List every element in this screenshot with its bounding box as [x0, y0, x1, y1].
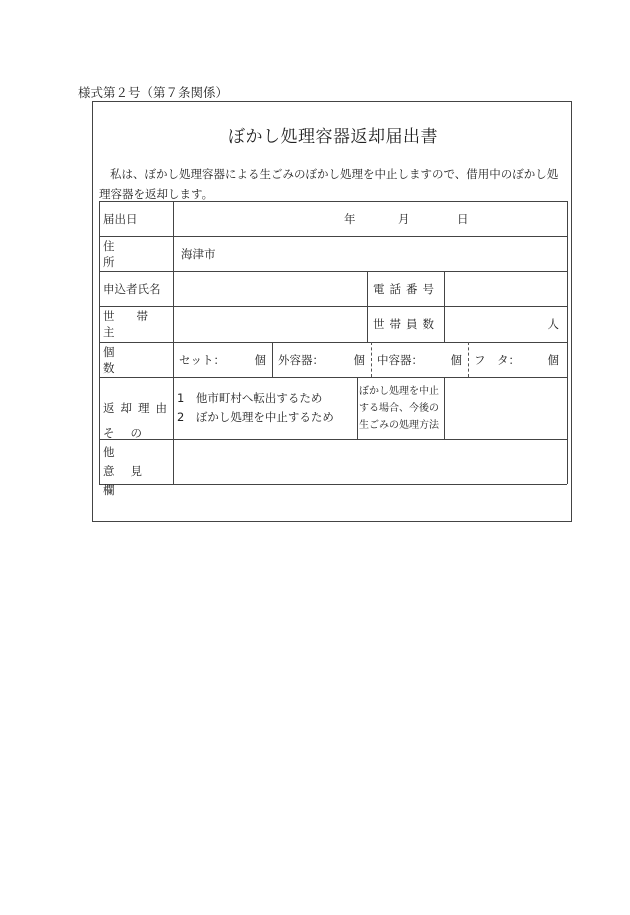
address-value: 海津市 [181, 246, 216, 261]
middle-label: 中容器： [377, 352, 423, 367]
outer-count-field[interactable] [272, 342, 371, 377]
outer-unit: 個 [353, 352, 365, 367]
other-label-line2: 意見欄 [103, 463, 158, 497]
year-unit: 年 [344, 211, 356, 226]
intro-text: 私は、ぼかし処理容器による生ごみのぼかし処理を中止しますので、借用中のぼかし処理容器を返却します。 [99, 167, 559, 201]
head-label [99, 306, 173, 342]
reason-label-text: 返却理由 [103, 401, 173, 415]
disposal-method-label [357, 377, 444, 439]
applicant-name-field[interactable] [173, 271, 367, 306]
form-table [99, 201, 567, 497]
form-title: ぼかし処理容器返却届出書 [228, 127, 438, 147]
date-label-text: 届出日 [103, 211, 138, 226]
lid-label: フ タ： [474, 352, 520, 367]
form-frame [92, 101, 572, 522]
month-unit: 月 [398, 211, 410, 226]
phone-field[interactable] [444, 271, 567, 306]
address-label [99, 236, 173, 271]
head-label-text: 世帯主 [103, 309, 170, 339]
applicant-label-text: 申込者氏名 [103, 281, 161, 296]
disposal-method-field[interactable] [444, 377, 567, 439]
address-label-text: 住所 [103, 238, 149, 269]
phone-label [367, 271, 444, 306]
count-label [99, 342, 173, 377]
middle-count-field[interactable] [371, 342, 468, 377]
head-name-field[interactable] [173, 306, 367, 342]
members-label-text: 世帯員数 [373, 317, 439, 331]
reason-options [173, 377, 357, 439]
other-label-line1: その他 [103, 425, 158, 459]
set-count-field[interactable] [173, 342, 272, 377]
date-field[interactable] [173, 201, 567, 236]
reason-option-1[interactable]: 1 他市町村へ転出するため [177, 391, 323, 405]
lid-count-field[interactable] [468, 342, 567, 377]
phone-label-text: 電話番号 [373, 281, 439, 296]
other-label [99, 425, 173, 497]
set-label: セット： [179, 352, 225, 367]
count-label-text: 個数 [103, 344, 163, 375]
address-field[interactable] [173, 236, 567, 271]
set-unit: 個 [254, 352, 266, 367]
outer-label: 外容器： [278, 352, 324, 367]
members-label [367, 306, 444, 342]
disposal-method-label-text: ぼかし処理を中止する場合、今後の生ごみの処理方法 [359, 385, 439, 431]
lid-unit: 個 [547, 352, 559, 367]
reason-option-2[interactable]: 2 ぼかし処理を中止するため [177, 410, 334, 424]
middle-unit: 個 [450, 352, 462, 367]
applicant-label [99, 271, 173, 306]
other-comments-field[interactable] [173, 439, 567, 484]
members-field[interactable] [444, 306, 567, 342]
members-unit: 人 [547, 317, 559, 331]
form-number: 様式第２号（第７条関係） [78, 85, 229, 100]
date-label [99, 201, 173, 236]
day-unit: 日 [457, 211, 469, 226]
